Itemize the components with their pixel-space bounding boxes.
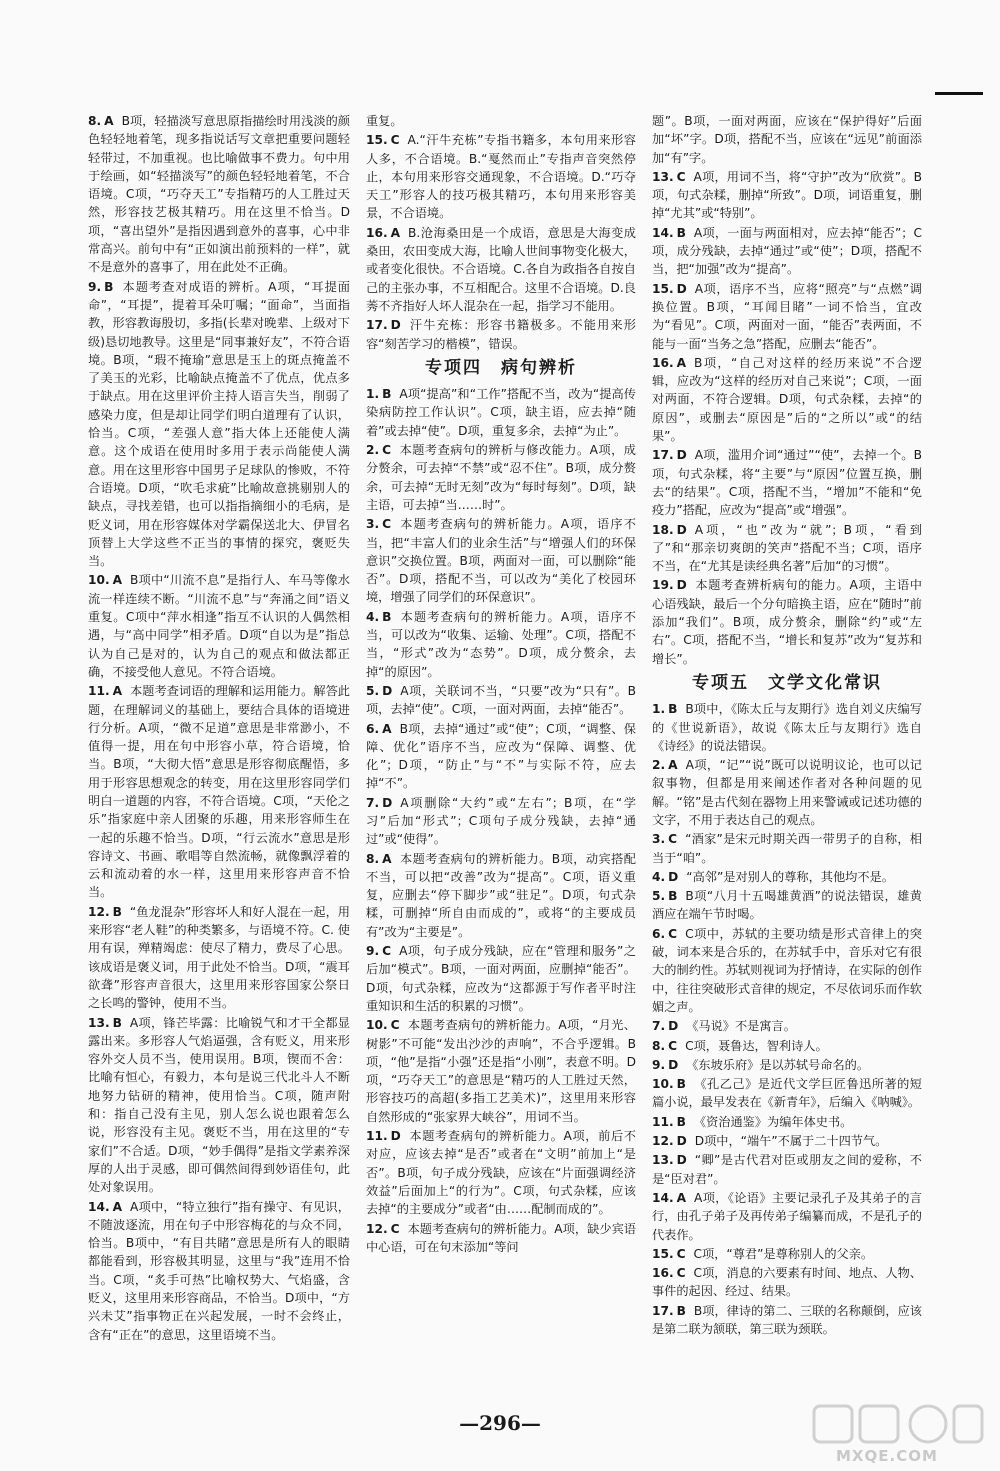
question-number: 6. bbox=[652, 926, 666, 941]
answer-item bbox=[652, 1017, 922, 1035]
answer-letter: C bbox=[676, 169, 686, 184]
explanation-text: A项删除“大约”或“左右”；B项，在“学习”后加“形式”；C项句子成分残缺，去掉“通过”或“使得”。 bbox=[366, 795, 636, 847]
answer-letter: A bbox=[676, 1190, 687, 1205]
explanation-text: B项，“自己对这样的经历来说”不合逻辑，应改为“这样的经历对自己来说”；C项，一面对两面，不符合逻辑。D项，句式杂糅，去掉“的原因”，或删去“原因是”后的“之所以”或“的结果”。 bbox=[652, 355, 922, 444]
question-number: 5. bbox=[366, 683, 380, 698]
explanation-text: C项，消息的六要素有时间、地点、人物、事件的起因、经过、结果。 bbox=[652, 1266, 922, 1299]
answer-item bbox=[652, 1056, 922, 1074]
question-number: 14. bbox=[652, 1190, 674, 1205]
question-number: 8. bbox=[652, 1038, 666, 1053]
answer-letter: B bbox=[668, 702, 678, 717]
answer-letter: B bbox=[668, 889, 678, 904]
question-number: 7. bbox=[652, 1019, 666, 1034]
answer-item bbox=[652, 576, 922, 667]
answer-item bbox=[652, 1132, 922, 1150]
question-number: 7. bbox=[366, 795, 380, 810]
question-number: 6. bbox=[366, 721, 380, 736]
answer-item bbox=[88, 1014, 350, 1197]
question-number: 16. bbox=[652, 355, 674, 370]
question-number: 13. bbox=[652, 169, 674, 184]
answer-item bbox=[652, 1037, 922, 1055]
explanation-text: “卿”是古代君对臣或朋友之间的爱称，不是“臣对君”。 bbox=[652, 1153, 922, 1186]
answer-letter: D bbox=[676, 522, 687, 537]
answer-list-left bbox=[88, 112, 350, 1344]
answer-letter: D bbox=[382, 683, 393, 698]
answer-item bbox=[652, 280, 922, 353]
question-number: 13. bbox=[652, 1153, 674, 1168]
explanation-text: B项，轻描淡写意思原指描绘时用浅淡的颜色轻轻地着笔，现多指说话写文章把重要问题轻轻带过，不加重视。也比喻做事不费力。句中用于绘画，如“轻描淡写”的颜色轻轻地着笔，不合语境。C项，“巧夺天工”专指精巧的人工胜过天然，形容技艺极其精巧。用在这里不恰当。D项，“喜出望外”是指因遇到意外的喜事，心中非常高兴。前句中有“正如演出前预料的一样”，就不是意外的喜事了，用在此处不正确。 bbox=[88, 114, 350, 275]
answer-letter: A bbox=[382, 721, 392, 736]
explanation-text: C项中，苏轼的主要功绩是形式音律上的突破，词本来是合乐的，在苏轼手中，音乐对它有很大的制约性。苏轼则视词为抒情诗，在实际的创作中，往往突破形式音律的规定，不尽依词乐而作软媚之声。 bbox=[652, 926, 922, 1014]
question-number: 3. bbox=[652, 832, 666, 847]
continuation-text: 题”。B项，一面对两面，应该在“保护得好”后面加“坏”字。D项，搭配不当，应该在“远见”前面添加“有”字。 bbox=[652, 114, 922, 165]
answer-item bbox=[366, 385, 636, 440]
answer-letter: B bbox=[676, 1303, 686, 1318]
answer-item bbox=[366, 1016, 636, 1126]
explanation-text: 本题考查病句的辨析能力。B项，动宾搭配不当，可以把“改善”改为“提高”。C项，语义重复，应删去“停下脚步”或“驻足”。D项，句式杂糅，可删掉“所自由而成的”，或将“的主要成员有”改为“主要是”。 bbox=[366, 851, 636, 939]
explanation-text: B项“八月十五喝雄黄酒”的说法错误，雄黄酒应在端午节时喝。 bbox=[652, 889, 922, 922]
answer-letter: D bbox=[676, 1153, 687, 1168]
answer-letter: B bbox=[382, 609, 392, 624]
answer-letter: A bbox=[104, 114, 114, 128]
answer-letter: C bbox=[382, 517, 392, 532]
explanation-text: B项，去掉“通过”或“使”；C项，“调整、保障、优化”语序不当，应改为“保障、调整、优化”；D项，“防止”与“不”与实际不符，应去掉“不”。 bbox=[366, 721, 636, 791]
question-number: 15. bbox=[652, 281, 674, 296]
explanation-text: 本题考查辨析病句的能力。A项，主语中心语残缺，最后一个分句暗换主语，应在“随时”前添加“我们”。B项，成分赘余，删除“约”或“左右”。C项，搭配不当，“增长和复苏”改为“复苏和增长”。 bbox=[652, 578, 922, 666]
explanation-text: A项，滥用介词“通过”“使”，去掉一个。B项，句式杂糅，将“主要”与“原因”位置互换，删去“的结果”。C项，搭配不当，“增加”不能和“免疫力”搭配，应改为“提高”或“增强”。 bbox=[652, 448, 922, 518]
answer-item bbox=[652, 1302, 922, 1339]
explanation-text: 本题考查病句的辨析能力。A项，语序不当，可以改为“收集、运输、处理”。C项，搭配不当，“形式”改为“态势”。D项，成分赘余，去掉“的原因”。 bbox=[366, 609, 636, 679]
answer-item bbox=[88, 682, 350, 902]
explanation-text: A项，用词不当，将“守护”改为“欣赏”。B项，句式杂糅，删掉“所致”。D项，词语重复，删掉“尤其”或“特别”。 bbox=[652, 169, 922, 221]
question-number: 4. bbox=[366, 609, 380, 624]
question-number: 12. bbox=[366, 1221, 388, 1236]
answer-item bbox=[366, 441, 636, 514]
explanation-text: 《孔乙己》是近代文学巨匠鲁迅所著的短篇小说，最早发表在《新青年》，后编入《呐喊》。 bbox=[652, 1077, 922, 1110]
explanation-text: A项，一面与两面相对，应去掉“能否”；C项，成分残缺，去掉“通过”或“使”；D项，搭配不当，把“加强”改为“提高”。 bbox=[652, 225, 922, 277]
explanation-text: 本题考查病句的辨析与修改能力。A项，成分赘余，可去掉“不禁”或“忍不住”。B项，成分赘余，可去掉“无时无刻”改为“每时每刻”。D项，缺主语，可去掉“当……时”。 bbox=[366, 443, 636, 512]
answer-letter: A bbox=[112, 684, 123, 699]
answer-item bbox=[366, 794, 636, 849]
explanation-text: A项，“记”“说”既可以说明议论，也可以记叙事物，但都是用来阐述作者对各种问题的见解。“铭”是古代刻在器物上用来警诫或记述功德的文字，不用于表达自己的观点。 bbox=[652, 758, 922, 827]
explanation-text: A.“汗牛充栋”专指书籍多，本句用来形容人多，不合语境。B.“戛然而止”专指声音突然停止，本句用来形容交通现象，不合语境。D.“巧夺天工”形容人的技巧极其精巧，本句用来形容美景，不合语境。 bbox=[366, 133, 636, 221]
answer-letter: C bbox=[382, 443, 392, 458]
answer-item bbox=[652, 168, 922, 223]
answer-item bbox=[652, 887, 922, 924]
answer-list-middle-top bbox=[366, 131, 636, 353]
question-number: 8. bbox=[366, 851, 380, 866]
answer-letter: B bbox=[676, 1114, 686, 1129]
question-number: 9. bbox=[652, 1057, 666, 1072]
question-number: 16. bbox=[366, 225, 388, 240]
answer-letter: B bbox=[104, 279, 114, 294]
explanation-text: 《东坡乐府》是以苏轼号命名的。 bbox=[686, 1057, 870, 1072]
question-number: 4. bbox=[652, 869, 666, 884]
question-number: 2. bbox=[366, 443, 380, 458]
question-number: 9. bbox=[366, 944, 380, 959]
explanation-text: 本题考查病句的辨析能力。A项，缺少宾语中心语，可在句末添加“等问 bbox=[366, 1221, 636, 1254]
explanation-text: C项，“尊君”是尊称别人的父亲。 bbox=[693, 1246, 874, 1261]
answer-letter: A bbox=[112, 1199, 123, 1214]
answer-item bbox=[366, 515, 636, 606]
answer-item bbox=[88, 903, 350, 1013]
answer-item bbox=[366, 942, 636, 1015]
question-number: 2. bbox=[652, 758, 666, 773]
answer-letter: C bbox=[382, 944, 392, 959]
column-middle bbox=[366, 112, 636, 1257]
explanation-text: B.沧海桑田是一个成语，意思是大海变成桑田，农田变成大海，比喻人世间事物变化极大，或者变化很快。不合语境。C.各自为政指各自按自己的主张办事，不互相配合。这里不合语境。D.良莠不齐指好人坏人混杂在一起，指学习不能用。 bbox=[366, 225, 636, 313]
answer-item bbox=[366, 682, 636, 719]
question-number: 19. bbox=[652, 578, 674, 593]
answer-letter: B bbox=[676, 225, 686, 240]
explanation-text: “鱼龙混杂”形容坏人和好人混在一起，用来形容“老人鞋”的种类繁多，与语境不符。C. 使用有误，殚精竭虑：使尽了精力，费尽了心思。该成语是褒义词，用于此处不恰当。D项，“震耳欲聋”形容声音很大，这里用来形容国家公祭日之长鸣的警钟，使用不当。 bbox=[88, 904, 350, 1011]
answer-item bbox=[366, 131, 636, 222]
answer-item bbox=[652, 224, 922, 279]
column-right bbox=[652, 112, 922, 1339]
answer-item bbox=[652, 1245, 922, 1263]
explanation-text: A项，“也”改为“就”；B项，“看到了”和“那亲切爽朗的笑声”搭配不当；C项，语序不当，在“尤其是读经典名著”后加“的习惯”。 bbox=[652, 522, 922, 574]
explanation-text: 《资治通鉴》为编年体史书。 bbox=[693, 1114, 853, 1129]
question-number: 9. bbox=[88, 279, 102, 294]
answer-item bbox=[652, 446, 922, 519]
answer-letter: C bbox=[668, 926, 678, 941]
question-number: 14. bbox=[652, 225, 674, 240]
answer-letter: D bbox=[676, 448, 687, 463]
answer-item bbox=[652, 1264, 922, 1301]
question-number: 8. bbox=[88, 114, 102, 128]
answer-letter: C bbox=[668, 1038, 678, 1053]
explanation-text: A项，《论语》主要记录孔子及其弟子的言行，由孔子弟子及再传弟子编纂而成，不是孔子的代表作。 bbox=[652, 1190, 922, 1242]
answer-letter: C bbox=[668, 832, 678, 847]
column-left bbox=[88, 112, 350, 1345]
answer-letter: C bbox=[390, 1221, 400, 1236]
answer-list-middle-bottom bbox=[366, 385, 636, 1256]
explanation-text: C项，聂鲁达，智利诗人。 bbox=[685, 1038, 828, 1053]
answer-item bbox=[366, 720, 636, 793]
question-number: 11. bbox=[88, 684, 110, 699]
answer-item bbox=[366, 1127, 636, 1218]
explanation-text: A项“提高”和“工作”搭配不当，改为“提高传染病防控工作认识”。C项，缺主语，应去掉“随着”或去掉“使”。D项，重复多余，去掉“为止”。 bbox=[366, 387, 636, 438]
answer-letter: D bbox=[676, 281, 687, 296]
answer-letter: D bbox=[676, 1134, 687, 1149]
answer-letter: D bbox=[668, 1019, 679, 1034]
question-number: 12. bbox=[88, 904, 110, 919]
answer-letter: D bbox=[382, 795, 393, 810]
answer-item bbox=[652, 700, 922, 755]
explanation-text: 本题考查病句的辨析能力。A项，前后不对应，应该去掉“是否”或者在“文明”前加上“是否”。B项，句子成分残缺，应该在“片面强调经济效益”后面加上“的行为”。C项，句式杂糅，应该去掉“的主要成分”或者“由……配制而成的”。 bbox=[366, 1129, 636, 1217]
answer-item bbox=[366, 316, 636, 353]
answer-item bbox=[652, 925, 922, 1016]
question-number: 12. bbox=[652, 1134, 674, 1149]
continuation-text: 重复。 bbox=[366, 114, 403, 128]
explanation-text: 《马说》不是寓言。 bbox=[686, 1019, 796, 1034]
answer-letter: C bbox=[676, 1266, 686, 1281]
explanation-text: 本题考查词语的理解和运用能力。解答此题，在理解词义的基础上，要结合具体的语境进行分析。A项，“微不足道”意思是非常渺小，不值得一提，用在句中形容小草，符合语境，恰当。B项，“大彻大悟”意思是形容彻底醒悟，多用于形容思想观念的转变，用在这里形容同学们明白一道题的内容，不符合语境。C项，“天伦之乐”指家庭中亲人团聚的乐趣，用来形容师生在一起的乐趣不恰当。D项，“行云流水”意思是形容诗文、书画、歌唱等自然流畅，就像飘浮着的云和流动着的水一样，这里用来形容声音不恰当。 bbox=[88, 684, 350, 900]
answer-letter: A bbox=[668, 758, 678, 773]
answer-letter: A bbox=[676, 355, 687, 370]
answer-item bbox=[88, 112, 350, 277]
explanation-text: 汗牛充栋：形容书籍极多。不能用来形容“刻苦学习的楷模”，错误。 bbox=[366, 318, 636, 351]
explanation-text: B项，律诗的第二、三联的名称颠倒，应该是第二联为颔联，第三联为颈联。 bbox=[652, 1303, 922, 1336]
answer-item bbox=[652, 1075, 922, 1112]
answer-item bbox=[652, 1151, 922, 1188]
answer-item bbox=[652, 868, 922, 886]
answer-letter: C bbox=[390, 133, 400, 148]
explanation-text: A项，句子成分残缺，应在“管理和服务”之后加“模式”。B项，一面对两面，应删掉“能否”。D项，句式杂糅，应改为“这都源于写作者平时注重知识和生活的积累的习惯”。 bbox=[366, 944, 636, 1013]
answer-letter: D bbox=[390, 318, 401, 333]
answer-item bbox=[366, 1220, 636, 1257]
section-heading-5: 专项五 文学文化常识 bbox=[692, 672, 882, 693]
explanation-text: B项中“川流不息”是指行人、车马等像水流一样连续不断。“川流不息”与“奔涌之间”语义重复。C项中“萍水相逢”指互不认识的人偶然相遇，与“高中同学”相矛盾。D项“自以为是”指总认为自己是对的，认为自己的观点和做法都正确，不接受他人意见。不符合语境。 bbox=[88, 573, 350, 679]
answer-letter: A bbox=[390, 225, 401, 240]
answer-item bbox=[652, 354, 922, 445]
question-number: 13. bbox=[88, 1015, 110, 1030]
answer-item bbox=[88, 278, 350, 571]
answer-letter: C bbox=[390, 1018, 400, 1033]
header-rule bbox=[935, 92, 983, 95]
question-number: 16. bbox=[652, 1266, 674, 1281]
answer-letter: B bbox=[382, 387, 392, 402]
question-number: 14. bbox=[88, 1199, 110, 1214]
question-number: 10. bbox=[652, 1077, 674, 1092]
answer-letter: D bbox=[668, 1057, 679, 1072]
answer-letter: D bbox=[390, 1129, 401, 1144]
watermark-text: MXQE.COM bbox=[836, 1447, 938, 1465]
answer-letter: C bbox=[676, 1246, 686, 1261]
answer-item bbox=[652, 1113, 922, 1131]
question-number: 1. bbox=[652, 702, 666, 717]
answer-letter: A bbox=[112, 573, 123, 588]
question-number: 1. bbox=[366, 387, 380, 402]
answer-item bbox=[652, 830, 922, 867]
answer-item bbox=[366, 850, 636, 941]
answer-item bbox=[88, 571, 350, 681]
question-number: 15. bbox=[366, 133, 388, 148]
answer-item bbox=[366, 608, 636, 681]
question-number: 3. bbox=[366, 517, 380, 532]
answer-list-right-bottom bbox=[652, 700, 922, 1338]
page-number: —296— bbox=[459, 1411, 541, 1435]
question-number: 17. bbox=[652, 448, 674, 463]
answer-list-right-top bbox=[652, 168, 922, 668]
question-number: 11. bbox=[366, 1129, 388, 1144]
question-number: 10. bbox=[88, 573, 110, 588]
explanation-text: 本题考查对成语的辨析。A项，“耳提面命”，“耳提”，提着耳朵叮嘱；“面命”，当面指教，形容教诲殷切，多指(长辈对晚辈、上级对下级)恳切地教导。这里是“同事兼好友”，不符合语境。B项，“瑕不掩瑜”意思是玉上的斑点掩盖不了美玉的光彩，比喻缺点掩盖不了优点，优点多于缺点。用在这里评价主持人语言失当，削弱了感染力度，但是却让同学们明白道理有了认识，恰当。C项，“差强人意”指大体上还能使人满意。这个成语在使用时多用于表示尚能使人满意。用在这里形容中国男子足球队的惨败，不符合语境。D项，“吹毛求疵”比喻故意挑剔别人的缺点，寻找差错，也可以指指摘细小的毛病，是贬义词，用在形容媒体对学霸保送北大、伊冒名顶替上大学这些不正当的事情的探究，褒贬失当。 bbox=[88, 279, 350, 569]
answer-item bbox=[88, 1198, 350, 1344]
question-number: 5. bbox=[652, 889, 666, 904]
explanation-text: A项，语序不当，应将“照亮”与“点燃”调换位置。B项，“耳闻目睹”一词不恰当，宜改为“看见”。C项，两面对一面，“能否”表两面，不能与一面“当务之急”搭配，应删去“能否”。 bbox=[652, 281, 922, 351]
question-number: 17. bbox=[366, 318, 388, 333]
answer-letter: B bbox=[112, 904, 122, 919]
explanation-text: B项中，《陈太丘与友期行》选自刘义庆编写的《世说新语》，故说《陈太丘与友期行》选自《诗经》的说法错误。 bbox=[652, 702, 922, 753]
answer-item bbox=[652, 756, 922, 829]
answer-item bbox=[366, 224, 636, 315]
answer-letter: D bbox=[676, 578, 687, 593]
section-heading-4: 专项四 病句辨析 bbox=[425, 357, 577, 378]
question-number: 15. bbox=[652, 1246, 674, 1261]
question-number: 11. bbox=[652, 1114, 674, 1129]
answer-letter: D bbox=[668, 869, 679, 884]
explanation-text: “酒家”是宋元时期关西一带男子的自称，相当于“咱”。 bbox=[652, 832, 922, 865]
answer-item bbox=[652, 1189, 922, 1244]
explanation-text: A项中，“特立独行”指有操守、有见识，不随波逐流，用在句子中形容梅花的与众不同，恰当。B项中，“有目共睹”意思是所有人的眼睛都能看到，形容极其明显，这里与“我”连用不恰当。C项，“炙手可热”比喻权势大、气焰盛，含贬义，这里用来形容商品，不恰当。D项中，“方兴未艾”指事物正在兴起发展，一时不会终止，含有“正在”的意思，这里语境不当。 bbox=[88, 1199, 350, 1342]
explanation-text: A项，锋芒毕露：比喻锐气和才干全都显露出来。多形容人气焰逼强，含有贬义，用来形容外交人员不当，使用误用。B项，锲而不舍：比喻有恒心，有毅力，本句是说三代北斗人不断地努力钻研的精神，使用恰当。C项，随声附和：指自己没有主见，别人怎么说也跟着怎么说，形容没有主见。褒贬不当，用在这里的“专家们”不合适。D项，“妙手偶得”是指文学素养深厚的人出于灵感，即可偶然间得到妙语佳句，此处对象误用。 bbox=[88, 1015, 350, 1195]
question-number: 18. bbox=[652, 522, 674, 537]
answer-letter: B bbox=[676, 1077, 686, 1092]
answer-letter: A bbox=[382, 851, 392, 866]
question-number: 10. bbox=[366, 1018, 388, 1033]
explanation-text: 本题考查病句的辨析能力。A项，语序不当，把“丰富人们的业余生活”与“增强人们的环保意识”交换位置。B项，两面对一面，可以删除“能否”。D项，搭配不当，可以改为“美化了校园环境，增强了同学们的环保意识”。 bbox=[366, 517, 636, 605]
explanation-text: 本题考查病句的辨析能力。A项，“月光、树影”不可能“发出沙沙的声响”，不合乎逻辑。B项，“他”是指“小强”还是指“小刚”，表意不明。D项，“巧夺天工”的意思是“精巧的人工胜过天然，形容技巧的高超(多指工艺美术)”，这里用来形容自然形成的“张家界大峡谷”，用词不当。 bbox=[366, 1018, 636, 1124]
explanation-text: A项，关联词不当，“只要”改为“只有”。B项，去掉“使”。C项，一面对两面，去掉“能否”。 bbox=[366, 683, 636, 717]
explanation-text: “高邻”是对别人的尊称，其他均不是。 bbox=[686, 869, 894, 884]
answer-letter: B bbox=[112, 1015, 122, 1030]
answer-item bbox=[652, 521, 922, 576]
question-number: 17. bbox=[652, 1303, 674, 1318]
explanation-text: D项中，“端午”不属于二十四节气。 bbox=[694, 1134, 888, 1149]
